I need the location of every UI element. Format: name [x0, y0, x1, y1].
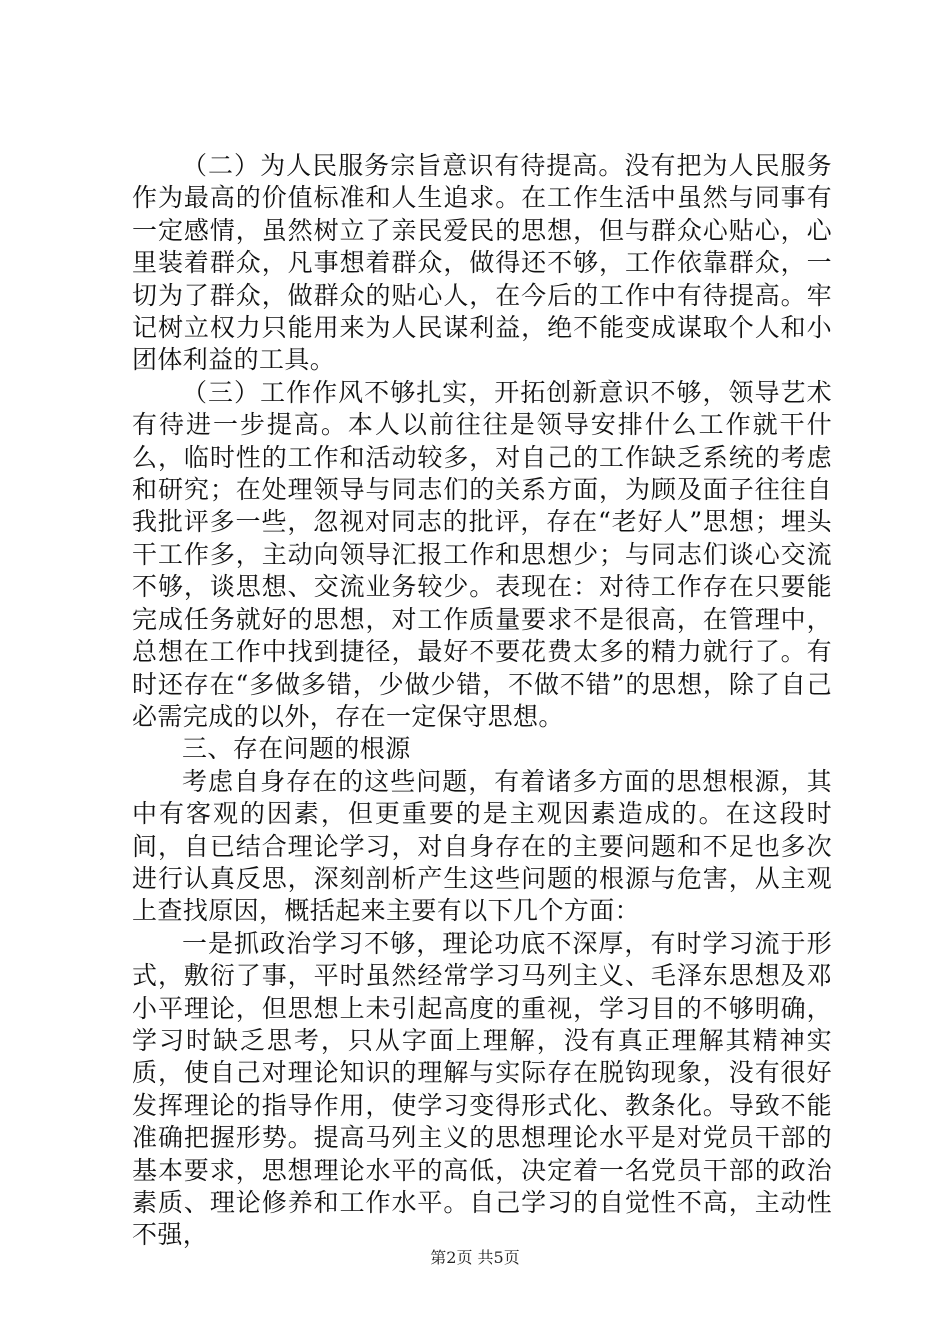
section-heading-root-causes: 三、存在问题的根源	[182, 734, 411, 764]
paragraph-work-style: （三）工作作风不够扎实，开拓创新意识不够，领导艺术有待进一步提高。本人以前往往是领导安排什么工作就干什么，临时性的工作和活动较多，对自己的工作缺乏系统的考虑和研究；在处理领导与同志们的关系方面，为顾及面子往往自我批评多一些，忽视对同志的批评，存在“老好人”思想；埋头干工作多，主动向领导汇报工作和思想少；与同志们谈心交流不够，谈思想、交流业务较少。表现在：对待工作存在只要能完成任务就好的思想，对工作质量要求不是很高，在管理中，总想在工作中找到捷径，最好不要花费太多的精力就行了。有时还存在“多做多错，少做少错，不做不错”的思想，除了自己必需完成的以外，存在一定保守思想。	[132, 377, 832, 731]
paragraph-service-awareness: （二）为人民服务宗旨意识有待提高。没有把为人民服务作为最高的价值标准和人生追求。在工作生活中虽然与同事有一定感情，虽然树立了亲民爱民的思想，但与群众心贴心，心里装着群众，凡事想着群众，做得还不够，工作依靠群众，一切为了群众，做群众的贴心人，在今后的工作中有待提高。牢记树立权力只能用来为人民谋利益，绝不能变成谋取个人和小团体利益的工具。	[132, 151, 832, 375]
paragraph-root-causes-intro: 考虑自身存在的这些问题，有着诸多方面的思想根源，其中有客观的因素，但更重要的是主观因素造成的。在这段时间，自已结合理论学习，对自身存在的主要问题和不足也多次进行认真反思，深刻剖析产生这些问题的根源与危害，从主观上查找原因，概括起来主要有以下几个方面：	[132, 766, 832, 926]
document-body	[132, 150, 832, 1252]
page-number-footer: 第2页 共5页	[430, 1248, 520, 1267]
paragraph-political-study: 一是抓政治学习不够，理论功底不深厚，有时学习流于形式，敷衍了事，平时虽然经常学习马列主义、毛泽东思想及邓小平理论，但思想上未引起高度的重视，学习目的不够明确，学习时缺乏思考，只从字面上理解，没有真正理解其精神实质，使自己对理论知识的理解与实际存在脱钩现象，没有很好发挥理论的指导作用，使学习变得形式化、教条化。导致不能准确把握形势。提高马列主义的思想理论水平是对党员干部的基本要求，思想理论水平的高低，决定着一名党员干部的政治素质、理论修养和工作水平。自己学习的自觉性不高，主动性不强，	[132, 928, 832, 1250]
